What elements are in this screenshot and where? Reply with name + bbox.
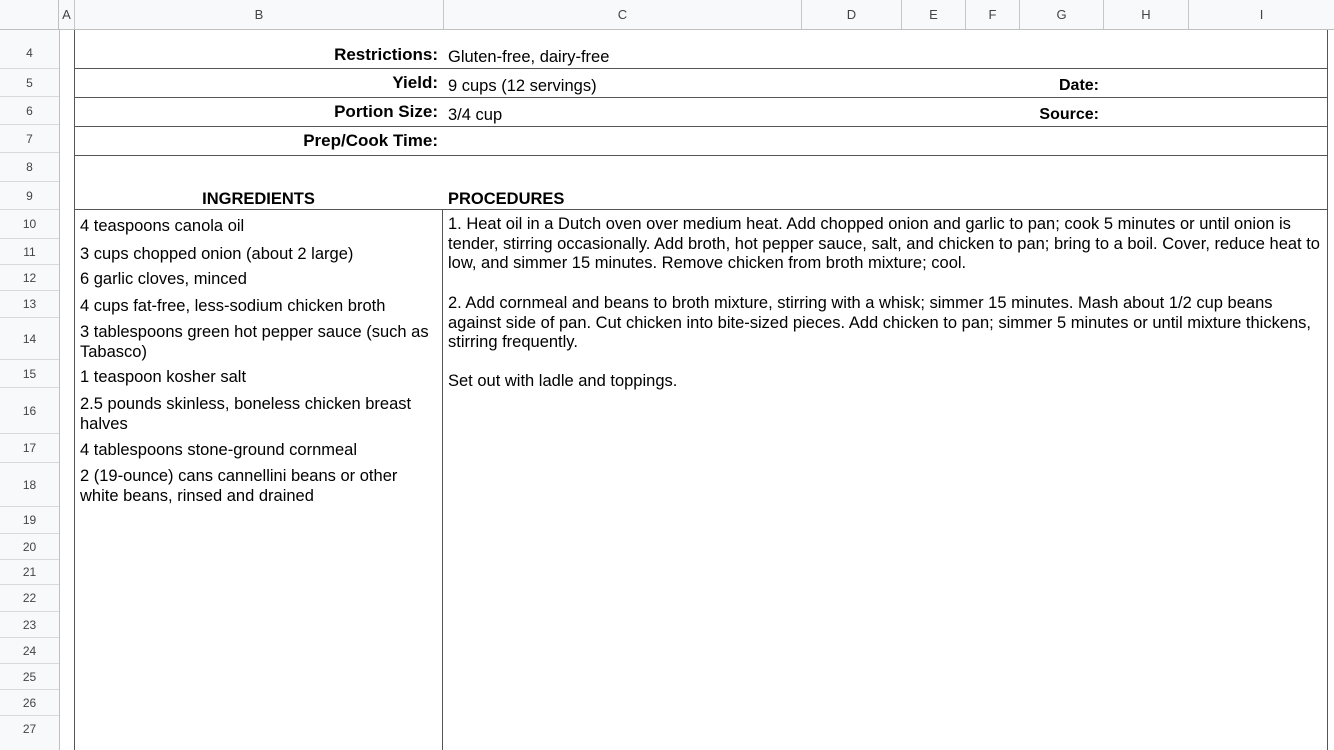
row-header[interactable]: 26 bbox=[0, 690, 59, 716]
ingredients-title[interactable]: INGREDIENTS bbox=[202, 190, 315, 208]
column-header-c[interactable]: C bbox=[444, 0, 802, 29]
procedures-title[interactable]: PROCEDURES bbox=[448, 190, 565, 208]
row-header-bar bbox=[0, 30, 60, 750]
procedure-step[interactable]: 1. Heat oil in a Dutch oven over medium heat. Add chopped onion and garlic to pan; cook 5 minutes or until onion is tender, stirring occasionally. Add broth, hot pepper sauce, salt, and chicken to pan; bring to a boil. Cover, reduce heat to low, and simmer 15 minutes. Remove chicken from broth mixture; cool. bbox=[448, 215, 1320, 272]
row-header[interactable]: 17 bbox=[0, 434, 59, 463]
row-header[interactable]: 4 bbox=[0, 30, 59, 69]
row-header[interactable]: 6 bbox=[0, 97, 59, 125]
column-header-e[interactable]: E bbox=[902, 0, 966, 29]
portion-size-label[interactable]: Portion Size: bbox=[334, 102, 438, 121]
row-divider bbox=[74, 97, 1328, 98]
restrictions-label[interactable]: Restrictions: bbox=[334, 45, 438, 64]
column-header-a[interactable]: A bbox=[59, 0, 75, 29]
column-header-i[interactable]: I bbox=[1259, 7, 1264, 22]
column-header-d[interactable]: D bbox=[802, 0, 902, 29]
procedure-step[interactable]: 2. Add cornmeal and beans to broth mixture, stirring with a whisk; simmer 15 minutes. Mash about 1/2 cup beans against side of pan. Cut chicken into bite-sized pieces. Add chicken to pan; simmer 5 minutes or until mixture thickens, stirring frequently. bbox=[448, 294, 1312, 351]
row-header[interactable]: 12 bbox=[0, 265, 59, 291]
row-divider bbox=[74, 68, 1328, 69]
ingredient-item[interactable]: 6 garlic cloves, minced bbox=[80, 270, 247, 288]
row-header[interactable]: 25 bbox=[0, 664, 59, 690]
row-header[interactable]: 8 bbox=[0, 153, 59, 182]
row-header[interactable]: 16 bbox=[0, 388, 59, 434]
ingredients-procedures-divider bbox=[442, 210, 443, 750]
select-all-corner[interactable] bbox=[0, 0, 59, 29]
source-label[interactable]: Source: bbox=[1039, 106, 1099, 123]
ingredient-item[interactable]: 2.5 pounds skinless, boneless chicken breast halves bbox=[80, 395, 412, 433]
row-header[interactable]: 21 bbox=[0, 560, 59, 585]
row-header[interactable]: 11 bbox=[0, 239, 59, 265]
procedure-step[interactable]: Set out with ladle and toppings. bbox=[448, 372, 678, 390]
yield-label[interactable]: Yield: bbox=[392, 73, 438, 92]
restrictions-value[interactable]: Gluten-free, dairy-free bbox=[448, 48, 610, 66]
ingredient-item[interactable]: 1 teaspoon kosher salt bbox=[80, 368, 247, 386]
row-header[interactable]: 10 bbox=[0, 210, 59, 239]
row-header[interactable]: 22 bbox=[0, 585, 59, 612]
column-header-f[interactable]: F bbox=[966, 0, 1020, 29]
row-header[interactable]: 5 bbox=[0, 69, 59, 97]
column-header-g[interactable]: G bbox=[1020, 0, 1104, 29]
row-header[interactable]: 20 bbox=[0, 534, 59, 560]
ingredient-item[interactable]: 4 cups fat-free, less-sodium chicken broth bbox=[80, 297, 386, 315]
ingredient-item[interactable]: 4 teaspoons canola oil bbox=[80, 217, 245, 235]
row-header[interactable]: 7 bbox=[0, 125, 59, 153]
ingredient-item[interactable]: 4 tablespoons stone-ground cornmeal bbox=[80, 441, 358, 459]
date-label[interactable]: Date: bbox=[1058, 77, 1099, 94]
yield-value[interactable]: 9 cups (12 servings) bbox=[448, 77, 597, 95]
grid-border-left bbox=[74, 30, 75, 750]
row-header[interactable]: 23 bbox=[0, 612, 59, 638]
row-header[interactable]: 9 bbox=[0, 182, 59, 210]
row-divider bbox=[74, 155, 1328, 156]
column-header-h[interactable]: H bbox=[1104, 0, 1189, 29]
row-header[interactable]: 19 bbox=[0, 507, 59, 534]
column-header-bar bbox=[0, 0, 1334, 30]
column-header-b[interactable]: B bbox=[75, 0, 444, 29]
prep-cook-time-label[interactable]: Prep/Cook Time: bbox=[303, 131, 438, 150]
row-header[interactable]: 14 bbox=[0, 318, 59, 360]
row-header[interactable]: 27 bbox=[22, 722, 37, 736]
ingredient-item[interactable]: 3 cups chopped onion (about 2 large) bbox=[80, 245, 354, 263]
section-header-divider bbox=[74, 209, 1328, 210]
row-header[interactable]: 13 bbox=[0, 291, 59, 318]
portion-size-value[interactable]: 3/4 cup bbox=[448, 106, 503, 124]
ingredient-item[interactable]: 3 tablespoons green hot pepper sauce (such as Tabasco) bbox=[80, 323, 429, 361]
row-header[interactable]: 15 bbox=[0, 360, 59, 388]
row-header[interactable]: 18 bbox=[0, 463, 59, 507]
row-header[interactable]: 24 bbox=[0, 638, 59, 664]
row-divider bbox=[74, 126, 1328, 127]
ingredient-item[interactable]: 2 (19-ounce) cans cannellini beans or other white beans, rinsed and drained bbox=[80, 467, 398, 505]
